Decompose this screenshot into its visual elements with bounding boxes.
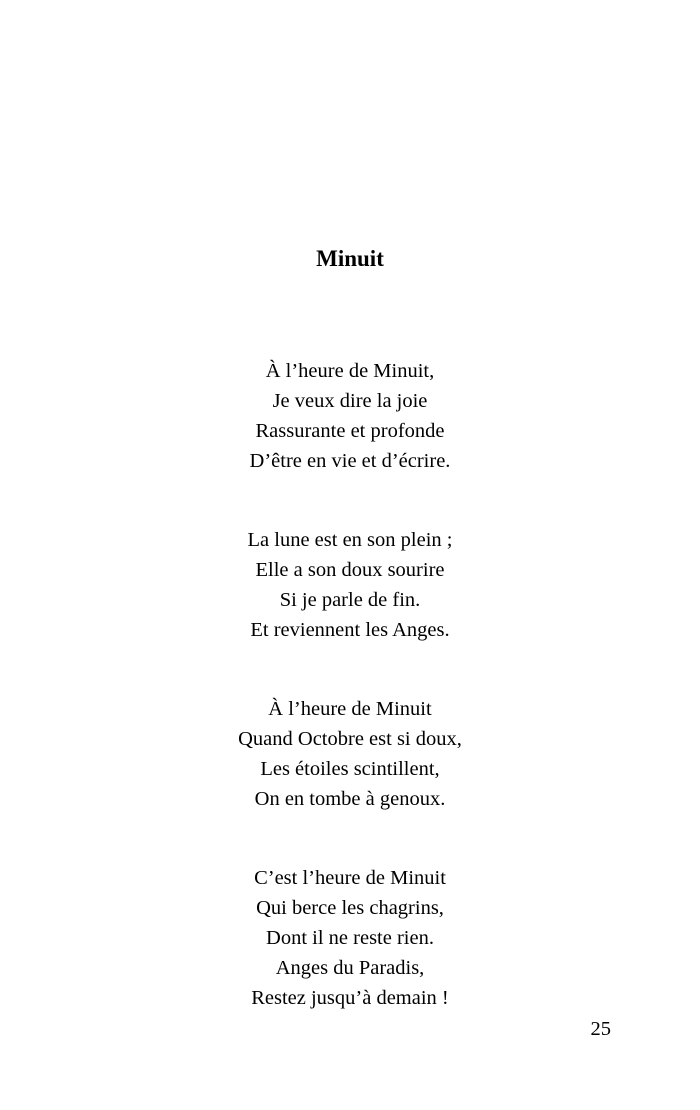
verse-line: Et reviennent les Anges. bbox=[250, 619, 450, 641]
verse-line: Dont il ne reste rien. bbox=[266, 927, 434, 949]
stanza-3 bbox=[0, 694, 700, 814]
verse-line: À l’heure de Minuit bbox=[268, 698, 432, 720]
verse-line: Restez jusqu’à demain ! bbox=[251, 987, 449, 1009]
stanza-4 bbox=[0, 863, 700, 1013]
verse-line: Qui berce les chagrins, bbox=[256, 897, 444, 919]
verse-line: Anges du Paradis, bbox=[275, 957, 425, 979]
page-number: 25 bbox=[590, 1018, 611, 1040]
verse-line: Quand Octobre est si doux, bbox=[238, 728, 462, 750]
stanza-2 bbox=[0, 525, 700, 645]
verse-line: On en tombe à genoux. bbox=[254, 788, 446, 810]
verse-line: Elle a son doux sourire bbox=[255, 559, 445, 581]
poem-title: Minuit bbox=[316, 246, 384, 271]
verse-line: La lune est en son plein ; bbox=[247, 529, 453, 551]
verse-line: C’est l’heure de Minuit bbox=[254, 867, 446, 889]
verse-line: Rassurante et profonde bbox=[255, 420, 445, 442]
verse-line: Si je parle de fin. bbox=[279, 589, 421, 611]
stanza-1 bbox=[0, 356, 700, 476]
verse-line: Je veux dire la joie bbox=[272, 390, 428, 412]
verse-line: À l’heure de Minuit, bbox=[265, 360, 435, 382]
verse-line: Les étoiles scintillent, bbox=[260, 758, 440, 780]
verse-line: D’être en vie et d’écrire. bbox=[249, 450, 451, 472]
